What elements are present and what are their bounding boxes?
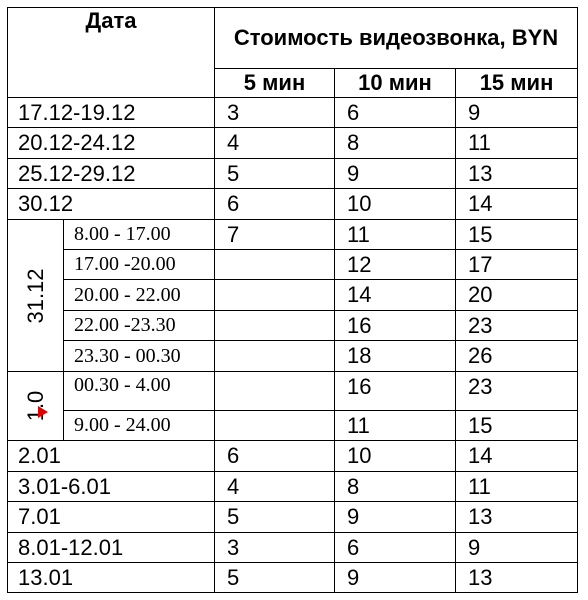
day-label-0101-text: 1.0 [22,390,48,422]
price-10: 11 [335,411,456,441]
price-15: 13 [456,563,578,593]
price-5: 5 [215,563,335,593]
price-10: 9 [335,159,456,189]
row-date: 25.12-29.12 [8,159,215,189]
price-5: 5 [215,502,335,533]
price-15: 17 [456,250,578,280]
price-5: 3 [215,533,335,563]
price-10: 11 [335,220,456,250]
price-5: 6 [215,189,335,220]
time-slot: 23.30 - 00.30 [64,341,215,372]
table-row [8,502,578,533]
price-5 [215,280,335,311]
header-15-min: 15 мин [456,69,578,98]
price-10: 6 [335,533,456,563]
table-row [8,563,578,593]
table-row [8,341,578,372]
table-row [8,280,578,311]
price-10: 6 [335,98,456,128]
row-date: 13.01 [8,563,215,593]
price-15: 11 [456,128,578,159]
price-15: 26 [456,341,578,372]
red-arrow-marker-icon [38,406,48,418]
table-row [8,533,578,563]
table-row [8,159,578,189]
row-date: 7.01 [8,502,215,533]
row-date: 3.01-6.01 [8,472,215,502]
price-10: 8 [335,472,456,502]
price-5: 7 [215,220,335,250]
table-row [8,411,578,441]
price-15: 14 [456,189,578,220]
price-15: 23 [456,311,578,341]
header-10-min: 10 мин [335,69,456,98]
time-slot: 8.00 - 17.00 [64,220,215,250]
price-15: 13 [456,502,578,533]
price-15: 20 [456,280,578,311]
price-5: 4 [215,128,335,159]
price-10: 18 [335,341,456,372]
row-date: 17.12-19.12 [8,98,215,128]
price-10: 9 [335,502,456,533]
price-10: 14 [335,280,456,311]
time-slot: 00.30 - 4.00 [64,372,215,411]
header-5-min: 5 мин [215,69,335,98]
price-15: 15 [456,411,578,441]
price-15: 15 [456,220,578,250]
price-10: 16 [335,311,456,341]
price-5 [215,250,335,280]
table-row [8,311,578,341]
price-15: 9 [456,98,578,128]
time-slot: 9.00 - 24.00 [64,411,215,441]
price-10: 8 [335,128,456,159]
price-10: 9 [335,563,456,593]
table-row [8,472,578,502]
price-10: 16 [335,372,456,411]
price-10: 10 [335,441,456,472]
price-15: 23 [456,372,578,411]
day-label-3112-text: 31.12 [22,267,48,324]
header-cost: Стоимость видеозвонка, BYN [215,8,578,69]
price-5: 5 [215,159,335,189]
table-row [8,441,578,472]
price-10: 10 [335,189,456,220]
row-date: 20.12-24.12 [8,128,215,159]
row-date: 30.12 [8,189,215,220]
header-date: Дата [8,8,215,98]
time-slot: 20.00 - 22.00 [64,280,215,311]
price-5: 4 [215,472,335,502]
row-date: 8.01-12.01 [8,533,215,563]
price-5 [215,372,335,411]
price-5 [215,311,335,341]
price-5: 6 [215,441,335,472]
table-row [8,128,578,159]
price-5 [215,411,335,441]
time-slot: 22.00 -23.30 [64,311,215,341]
table-row [8,220,578,250]
table-row [8,98,578,128]
price-15: 11 [456,472,578,502]
table-row [8,250,578,280]
table-row [8,372,578,411]
time-slot: 17.00 -20.00 [64,250,215,280]
price-10: 12 [335,250,456,280]
price-5: 3 [215,98,335,128]
price-15: 9 [456,533,578,563]
day-label-0101 [8,372,64,441]
price-15: 13 [456,159,578,189]
row-date: 2.01 [8,441,215,472]
table-row [8,189,578,220]
video-call-price-table [7,7,578,593]
price-15: 14 [456,441,578,472]
price-5 [215,341,335,372]
day-label-3112 [8,220,64,372]
